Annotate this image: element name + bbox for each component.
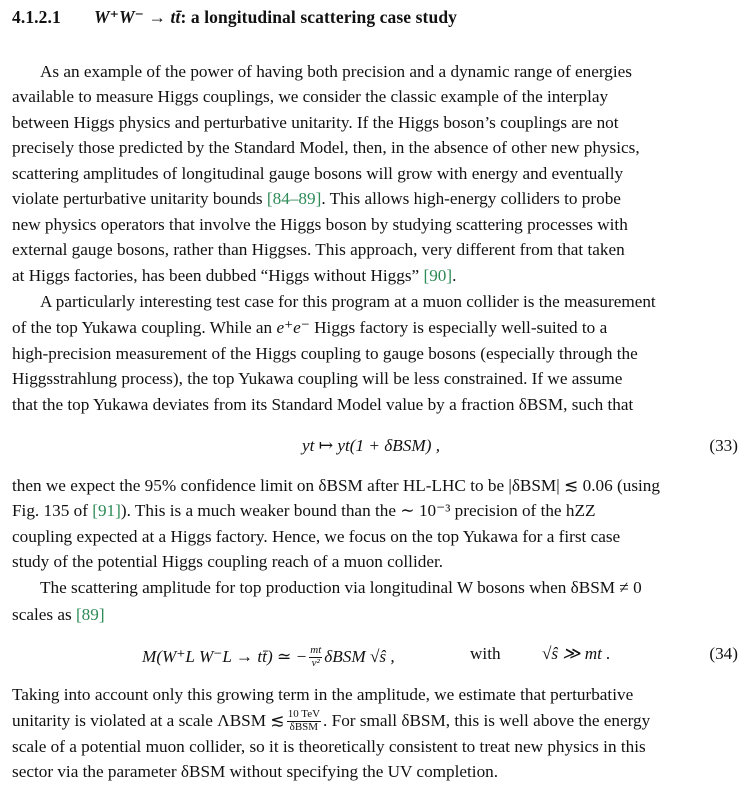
para5-line-4: sector via the parameter δBSM without specifying the UV completion.: [12, 762, 499, 781]
para1-line-3: between Higgs physics and perturbative unitarity. If the Higgs boson’s couplings are not: [12, 113, 619, 132]
equation-34-number: (34): [709, 644, 738, 663]
para2-line-3: high-precision measurement of the Higgs coupling to gauge bosons (especially through the: [12, 344, 638, 363]
citation-89[interactable]: [89]: [75, 605, 105, 624]
para3-line-2: [12, 502, 738, 519]
lambda-fraction: [287, 709, 321, 733]
para1-line-9-tail: .: [452, 266, 457, 285]
para1-line-1: As an example of the power of having both precision and a dynamic range of energies: [40, 62, 632, 81]
lambda-frac-num: 10 TeV: [287, 708, 321, 720]
para1-line-9: [12, 267, 738, 284]
epem-math: e⁺e⁻: [276, 318, 310, 337]
para2-line-2: [12, 319, 738, 336]
equation-33-body: yt ↦ yt(1 + δBSM) ,: [302, 436, 441, 455]
para1-line-7: new physics operators that involve the Higgs boson by studying scattering processes with: [12, 215, 628, 234]
para3-line-2-tail: ). This is a much weaker bound than the ∼ 10⁻³ precision of the hZZ: [120, 501, 596, 520]
section-title-text: : a longitudinal scattering case study: [180, 7, 458, 27]
para5-line-1: Taking into account only this growing term in the amplitude, we estimate that perturbative: [12, 685, 634, 704]
para5-line-2-text: unitarity is violated at a scale ΛBSM ≲: [12, 711, 285, 731]
para1-line-6-tail: . This allows high-energy colliders to probe: [321, 189, 621, 208]
para1-line-5: scattering amplitudes of longitudinal gauge bosons will grow with energy and eventually: [12, 164, 624, 183]
para1-line-4: precisely those predicted by the Standard Model, then, in the absence of other new physics,: [12, 138, 640, 157]
section-heading: [12, 7, 457, 28]
para3-line-2-text: Fig. 135 of: [12, 501, 88, 520]
para1-line-6-text: violate perturbative unitarity bounds: [12, 189, 263, 208]
section-title-math: W⁺W⁻ → tt̄: [94, 7, 181, 27]
equation-34-fraction: [309, 645, 322, 669]
para2-line-2-tail: Higgs factory is especially well-suited to a: [314, 318, 608, 337]
para5-line-2: [12, 709, 738, 733]
citation-91[interactable]: [91]: [92, 501, 121, 520]
equation-34-lhs: M(W⁺L W⁻L → tt̄) ≃ −: [142, 647, 308, 667]
para1-line-6: [12, 190, 738, 207]
lambda-frac-den: δBSM: [289, 720, 319, 733]
para3-line-4: study of the potential Higgs coupling reach of a muon collider.: [12, 552, 444, 571]
equation-34-with: with: [470, 644, 501, 663]
equation-34-condition: √ŝ ≫ mt .: [542, 644, 611, 663]
para2-line-2-text: of the top Yukawa coupling. While an: [12, 318, 273, 337]
equation-34-frac-num: mt: [310, 644, 322, 656]
para3-line-1: then we expect the 95% confidence limit on δBSM after HL-LHC to be |δBSM| ≲ 0.06 (using: [12, 476, 660, 495]
para5-line-3: scale of a potential muon collider, so it is theoretically consistent to treat new physics in this: [12, 737, 646, 756]
equation-34-rhs: δBSM √ŝ ,: [324, 647, 395, 667]
para2-line-1: A particularly interesting test case for this program at a muon collider is the measurement: [40, 292, 656, 311]
para2-line-4: Higgsstrahlung process), the top Yukawa coupling will be less constrained. If we assume: [12, 369, 623, 388]
equation-33-number: (33): [709, 436, 738, 455]
para5-line-2-tail: . For small δBSM, this is well above the energy: [323, 711, 651, 731]
equation-34-body: [142, 645, 395, 669]
citation-84-89[interactable]: [84–89]: [266, 189, 322, 208]
para1-line-9-text: at Higgs factories, has been dubbed “Higgs without Higgs”: [12, 266, 420, 285]
para4-line-2: [12, 606, 738, 623]
para2-line-5: that the top Yukawa deviates from its Standard Model value by a fraction δBSM, such that: [12, 395, 634, 414]
para3-line-3: coupling expected at a Higgs factory. Hence, we focus on the top Yukawa for a first case: [12, 527, 621, 546]
para1-line-8: external gauge bosons, rather than Higgses. This approach, very different from that taken: [12, 240, 625, 259]
section-number: 4.1.2.1: [12, 7, 61, 27]
citation-90[interactable]: [90]: [423, 266, 453, 285]
para1-line-2: available to measure Higgs couplings, we consider the classic example of the interplay: [12, 87, 609, 106]
para4-line-2-text: scales as: [12, 605, 72, 624]
equation-34-frac-den: v²: [311, 656, 320, 669]
para4-line-1: The scattering amplitude for top production via longitudinal W bosons when δBSM ≠ 0: [40, 578, 642, 597]
